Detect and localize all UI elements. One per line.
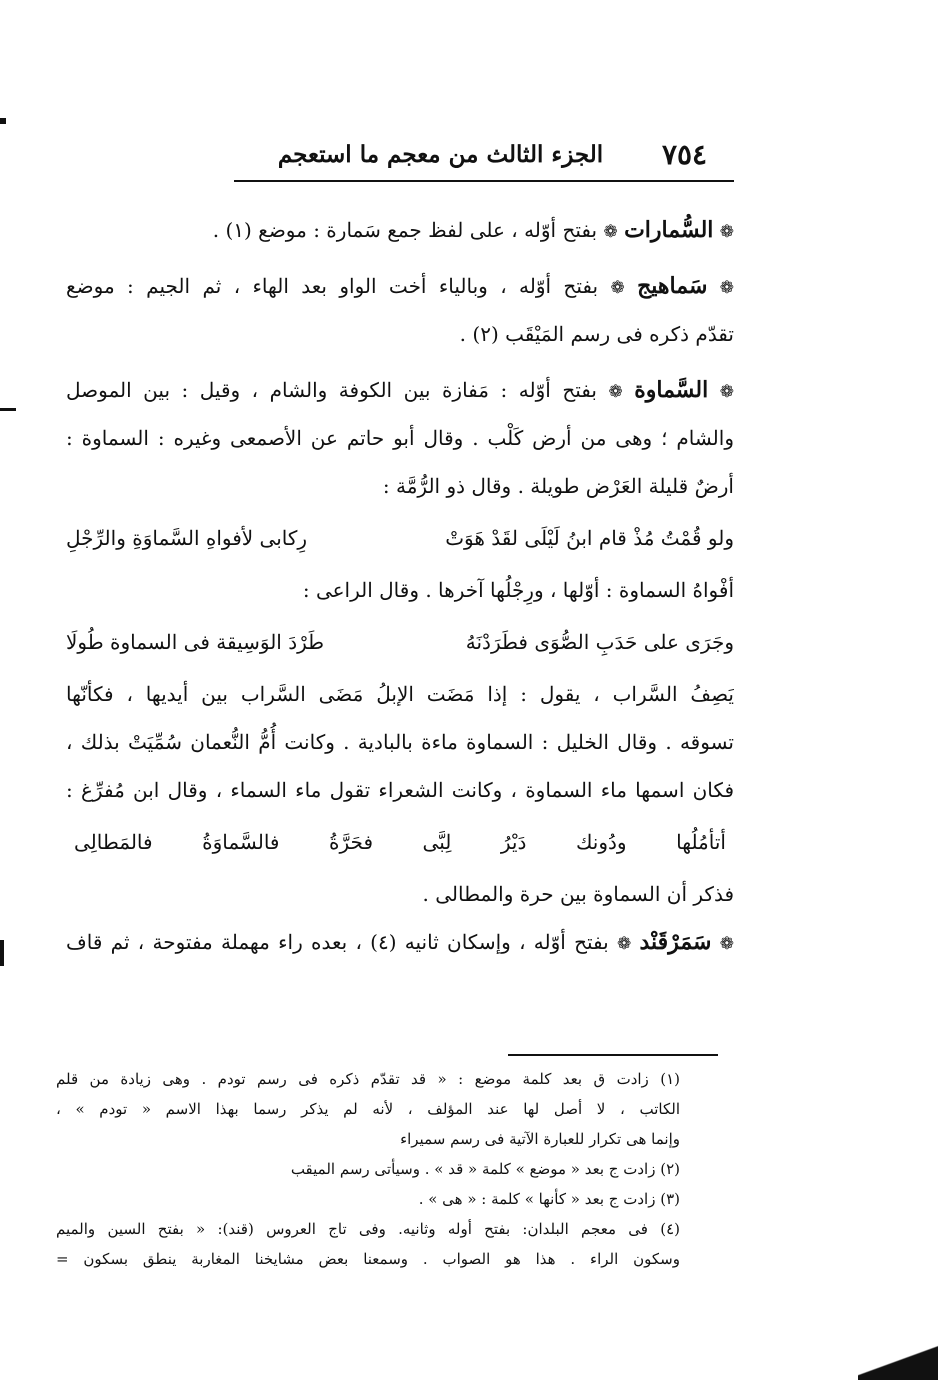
entry-line [66, 262, 734, 310]
footnote-rule [508, 1054, 718, 1056]
headword: السُّمارات [624, 217, 714, 243]
footnote-line: (٢) زادت ج بعد « موضع » كلمة « قد » . وسيأتى رسم الميقب [290, 1160, 680, 1178]
ornament-icon: ❁ [608, 382, 623, 402]
verse-word: فالسَّماوَةُ [202, 830, 280, 854]
entry-line [66, 366, 734, 414]
entry-line: والشام ؛ وهى من أرض كَلْب . وقال أبو حاتم عن الأصمعى وغيره : السماوة : [66, 426, 734, 450]
ornament-icon: ❁ [616, 934, 632, 954]
entry-line [66, 918, 734, 966]
entry-text: بفتح أوّله ، وإسكان ثانيه (٤) ، بعده راء مهملة مفتوحة ، ثم قاف [66, 930, 609, 954]
verse-first-hemistich: وجَرَى على حَدَبِ الصُّوَى فطَرَدْنَهُ [465, 630, 734, 654]
verse-word: فحَرَّةُ [329, 830, 374, 854]
ornament-icon: ❁ [719, 382, 734, 402]
ornament-icon: ❁ [603, 222, 618, 242]
verse-word: ودُونك [575, 830, 627, 854]
footnote-line: وإنما هى تكرار للعبارة الآتية فى رسم سميراء [400, 1130, 680, 1148]
entry-line: أفْواهُ السماوة : أوّلها ، ورِجْلُها آخرها . وقال الراعى : [302, 578, 734, 602]
entry-line [66, 206, 734, 254]
verse-word: دَيْرُ [500, 830, 527, 854]
verse-second-hemistich: رِكابى لأفواهِ السَّماوَةِ والرِّجْلِ [66, 526, 308, 550]
footnote-line: وسكون الراء . هذا هو الصواب . وسمعنا بعض مشايخنا المغاربة ينطق بسكون = [56, 1250, 680, 1268]
header-rule [234, 180, 734, 182]
entry-line: تسوقه . وقال الخليل : السماوة ماءة بالبادية . وكانت أُمُّ النُّعمان سُمِّيَتْ بذلك ، [66, 730, 734, 754]
entry-text: بفتح أوّله ، وبالياء أخت الواو بعد الهاء ، ثم الجيم : موضع [66, 274, 599, 298]
entry-line: تقدّم ذكره فى رسم المَيْقَب (٢) . [459, 322, 734, 346]
ornament-icon: ❁ [610, 278, 625, 298]
scan-mark [0, 940, 4, 966]
scan-corner-shadow [858, 1340, 938, 1380]
verse [66, 814, 734, 870]
verse [66, 614, 734, 670]
verse-first-hemistich: ولو قُمْتُ مُذْ قام ابنُ لَيْلَى لقَدْ هَوَتْ [445, 526, 734, 550]
running-title: الجزء الثالث من معجم ما استعجم [277, 140, 604, 168]
verse-second-hemistich: طَرْدَ الوَسِيقة فى السماوة طُولَا [66, 630, 325, 654]
entry-text: بفتح أوّله ، على لفظ جمع سَمارة : موضع (١) . [212, 218, 598, 242]
page-number: ٧٥٤ [661, 137, 708, 171]
ornament-icon: ❁ [719, 222, 734, 242]
footnote-line: (٣) زادت ج بعد « كأنها » كلمة : « هى » . [418, 1190, 680, 1208]
verse-word: لِبَّى [422, 830, 452, 854]
headword: سَماهيج [637, 273, 708, 299]
ornament-icon: ❁ [719, 278, 734, 298]
scan-mark [0, 408, 16, 411]
page-header [234, 128, 732, 180]
main-text [66, 206, 734, 966]
entry-line: فكان اسمها ماء السماوة ، وكانت الشعراء تقول ماء السماء ، وقال ابن مُفرِّغ : [66, 778, 734, 802]
footnotes [56, 1064, 680, 1274]
entry-line: أرضٌ قليلة العَرْض طويلة . وقال ذو الرُّمَّة : [382, 474, 734, 498]
verse-word: أتأمُلُها [676, 830, 726, 854]
headword: السَّماوة [634, 377, 709, 403]
footnote-line: (١) زادت ق بعد كلمة موضع : « قد تقدّم ذكره فى رسم تودم . وهى زيادة من قلم [56, 1070, 680, 1088]
entry-line: فذكر أن السماوة بين حرة والمطالى . [422, 882, 734, 906]
entry-line: يَصِفُ السَّراب ، يقول : إذا مَضَت الإبلُ مَضَى السَّراب بين أيديها ، فكأنّها [66, 682, 734, 706]
headword: سَمَرْقَنْد [639, 929, 712, 955]
footnote-line: (٤) فى معجم البلدان: بفتح أوله وثانيه. وفى تاج العروس (قند): « بفتح السين والميم [56, 1220, 680, 1238]
ornament-icon: ❁ [719, 934, 734, 954]
entry-text: بفتح أوّله : مَفازة بين الكوفة والشام ، وقيل : بين الموصل [66, 378, 597, 402]
scan-mark [0, 118, 6, 124]
verse-word: فالمَطالِى [74, 830, 153, 854]
footnote-line: الكاتب ، لا أصل لها عند المؤلف ، لأنه لم يذكر رسما بهذا الاسم « تودم » ، [56, 1100, 680, 1118]
verse [66, 510, 734, 566]
